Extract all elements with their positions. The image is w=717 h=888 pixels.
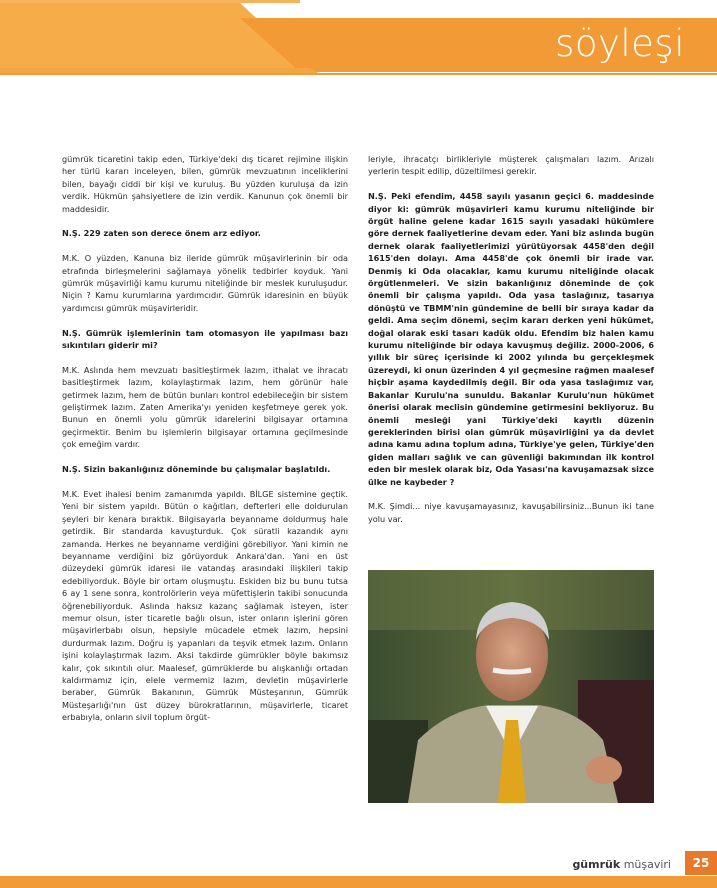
section-title: söyleşi: [555, 22, 685, 65]
interview-question: N.Ş. Sizin bakanlığınız döneminde bu çalışmalar başlatıldı.: [62, 464, 331, 475]
interview-question: N.Ş. Peki efendim, 4458 sayılı yasanın geçici 6. maddesinde diyor ki: gümrük müşavirleri kamu kurumu niteliğinde bir örgüt haline gelene kadar 1615 sayılı yasadaki hükümlere göre dernek faaliyetlerine devam eder. Yani biz aslında bugün dernek olarak faaliyetlerimizi yürütüyorsak 4458'den değil 1615'den dolayı. Ama 4458'de çok önemli bir irade var. Denmiş ki Oda olacaklar, kamu kurumu niteliğinde olacak örgütlenmeleri. Ve sizin bakanlığınız döneminde de çok önemli bir çalışma yapıldı. Oda yasa taslağınız, tasarıya dönüştü ve TBMM'nin gündemine de belli bir sıraya kadar da geldi. Ama seçim dönemi, seçim kararı derken yeni hükümet, doğal olarak eski tasarı kadük oldu. Efendim biz halen kamu kurumu niteliğinde bir odaya kavuşmuş değiliz. 2000-2006, 6 yıllık bir süreç içerisinde ki 2002 yılında bu gerçekleşmek üzereydi, ki onun üzerinden 4 yıl geçmesine rağmen maalesef hiçbir aşama kaydedilmiş değil. Bir oda yasa taslağımız var, Bakanlar Kurulu'na sunuldu. Bakanlar Kurulu'nun hükümet önerisi olarak meclisin gündemine getirmesini bekliyoruz. Bu önemli mesleği yani Türkiye'deki kayıtlı düzenin gereklerinden birisi olan gümrük müşavirliğini ya da devlet adına kamu adına toplum adına, Türkiye'ye gelen, Türkiye'den giden malları sağlık ve can güvenliği bakımından ilk kontrol eden bir meslek olarak biz, Oda Yasası'na kavuşamazsak sizce ülke ne kaybeder ?: [368, 191, 654, 487]
article-right-column: [368, 153, 654, 538]
paragraph: M.K. Aslında hem mevzuatı basitleştirmek lazım, ithalat ve ihracatı basitleştirmek lazım, kolaylaştırmak lazım, hem görünür hale getirmek lazım, hem de bütün bunları kontrol edebileceğin bir sistem geliştirmek lazım. Zaten Amerika'yı yeniden keşfetmeye gerek yok. Bunun en önemli yolu gümrük idarelerini bilgisayar ortamına geçirmektir. Benim bu işlemlerin bilgisayar ortamına geçilmesinde çok emeğim vardır.: [62, 364, 348, 450]
paragraph: leriyle, ihracatçı birlikleriyle müşterek çalışmaları lazım. Arızalı yerlerin tespit edilip, düzeltilmesi gerekir.: [368, 154, 654, 177]
paragraph: M.K. Şimdi... niye kavuşamayasınız, kavuşabilirsiniz...Bunun iki tane yolu var.: [368, 501, 654, 524]
brand-name-regular: müşaviri: [623, 858, 671, 871]
interview-question: N.Ş. 229 zaten son derece önem arz ediyor.: [62, 228, 261, 239]
article-left-column: [62, 153, 348, 736]
interview-question: N.Ş. Gümrük işlemlerinin tam otomasyon ile yapılması bazı sıkıntıları giderir mi?: [62, 327, 348, 351]
page-number: 25: [685, 851, 717, 875]
paragraph: M.K. Evet ihalesi benim zamanımda yapıldı. BİLGE sistemine geçtik. Yeni bir sistem yapıldı. Bütün o kağıtları, defterleri elle doldurulan şeyleri bir kenara bıraktık. Bilgisayarla beyanname doldurmuş hale getirdik. Bir standarda kavuşturduk. Çok süratli kazandık aynı zamanda. Herkes ne beyanname verdiğini görebiliyor. Yani kimin ne beyanname verdiğini biz görüyorduk Ankara'dan. Yani en üst düzeydeki gümrük idaresi ile vatandaş arasındaki ilişkileri takip edebiliyorduk. Böyle bir ortam oluşmuştu. Eskiden biz bu bunu tutsa 6 ay 1 sene sonra, kontrolörlerin veya müfettişlerin takibi sonucunda öğrenebiliyorduk. Aslında haksız kazanç sağlamak isteyen, ister memur olsun, ister ticaretle bağlı olsun, ister onların işlerini gören müşavirlerbabı olsun, hepsiyle mücadele etmek lazım, hepsini durdurmak lazım. Doğru iş yapanları da teşvik etmek lazım. Onların işini kolaylaştırmak lazım. Aksi takdirde gümrükler böyle bakımsız kalır, çok sıkıntılı olur. Maalesef, gümrüklerde bu alışkanlığı ortadan kaldırmamız için, elele vermemiz lazım, devletin müşavirlerle beraber, Gümrük Bakanının, Gümrük Müsteşarının, Gümrük Müsteşarlığı'nın üst düzey bürokratlarının, müşavirlerle, ticaret erbabıyla, onların sivil toplum örgüt-: [62, 488, 348, 723]
paragraph: gümrük ticaretini takip eden, Türkiye'deki dış ticaret rejimine ilişkin her türlü kararı inceleyen, bilen, gümrük mevzuatının inceliklerini bilen, bayağı ciddi bir kişi ve kuruluş. Bu yüzden kuruluşa da izin verdik. Hükmün şahsiyetlere de izin verdik. Kanunun çok önemli bir maddesidir.: [62, 154, 348, 214]
paragraph: M.K. O yüzden, Kanuna biz ileride gümrük müşavirlerinin bir oda etrafında birleşmelerini sağlamaya yönelik tedbirler koyduk. Yani gümrük müşavirliği kamu kurumu niteliğinde bir meslek kuruluşudur. Niçin ? Kamu kurumlarına yardımcıdır. Gümrük idaresinin en büyük yardımcısı gümrük müşavirleridir.: [62, 253, 348, 313]
footer-bar: [0, 876, 717, 888]
interviewee-photo: [368, 570, 654, 803]
footer-brand: [572, 858, 671, 871]
brand-name-bold: gümrük: [572, 858, 621, 871]
